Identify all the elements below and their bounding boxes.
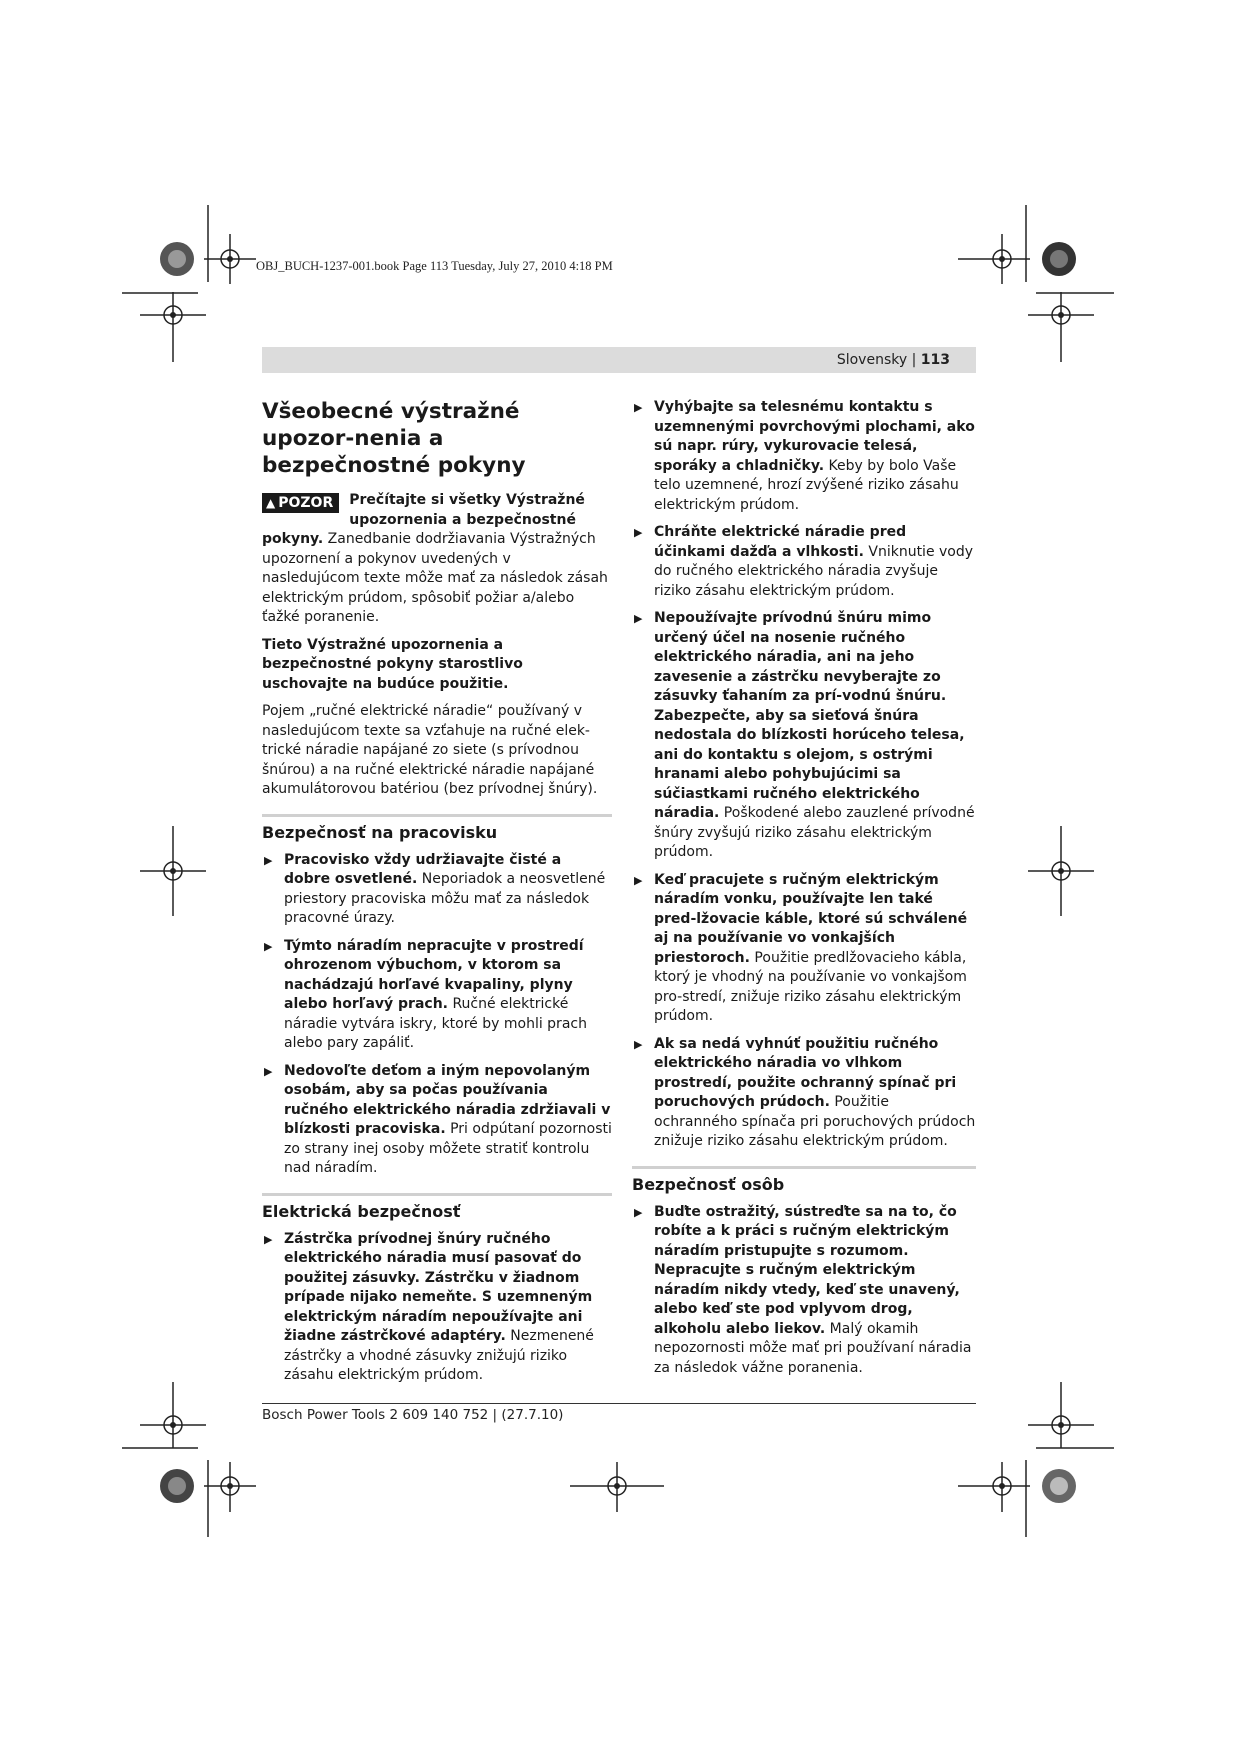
list-item xyxy=(262,937,612,1054)
list-item xyxy=(632,1035,976,1152)
list-item xyxy=(632,609,976,863)
warning-paragraph xyxy=(262,491,612,628)
list-item xyxy=(262,851,612,929)
bullet-arrow-icon: ▶ xyxy=(634,612,643,625)
warning-intro-bold: Prečítajte si všetky Výstražné upozornenia a bezpečnostné pokyny. xyxy=(262,492,585,547)
item-bold: Pracovisko vždy udržiavajte čisté a dobre osvetlené. xyxy=(284,851,562,887)
list-item xyxy=(262,1230,612,1386)
header-text xyxy=(837,347,950,373)
page-title: Všeobecné výstražné upozor-nenia a bezpečnostné pokyny xyxy=(262,399,526,478)
list-item xyxy=(262,1062,612,1179)
item-bold: Zástrčka prívodnej šnúry ručného elektrického náradia musí pasovať do použitej zásuvky. Zástrčku v žiadnom prípade nijako nemeňte. S uzemneným elektrickým náradím nepoužívajte ani žiadne zástrčkové adaptéry. xyxy=(284,1230,593,1344)
item-text: Keby by bolo Vaše telo uzemnené, hrozí zvýšené riziko zásahu elektrickým prúdom. xyxy=(654,457,959,513)
item-bold: Nepoužívajte prívodnú šnúru mimo určený účel na nosenie ručného elektrického náradia, ani na jeho zavesenie a zástrčku nevyberajte zo zásuvky ťahaním za prí-vodnú šnúru. Zabezpečte, aby sa sieťová šnúra nedostala do blízkosti horúceho telesa, ani do kontaktu s olejom, s ostrými hranami alebo pohybujúcimi sa súčiastkami ručného elektrického náradia. xyxy=(654,610,965,821)
warning-intro-text: Zanedbanie dodržiavania Výstražných upozornení a pokynov uvedených v nasledujúcom texte môže mať za následok zásah elektrickým prúdom, spôsobiť požiar a/alebo ťažké poranenie. xyxy=(262,531,608,625)
list-item xyxy=(632,523,976,601)
item-text: Pri odpútaní pozornosti zo strany inej osoby môžete stratiť kontrolu nad náradím. xyxy=(284,1121,612,1176)
bullet-arrow-icon: ▶ xyxy=(634,1205,643,1219)
item-bold: Ak sa nedá vyhnúť použitiu ručného elektrického náradia vo vlhkom prostredí, použite ochranný spínač pri poruchových prúdoch. xyxy=(654,1035,957,1110)
section-heading-personal: Bezpečnosť osôb xyxy=(632,1166,976,1195)
item-text: Ručné elektrické náradie vytvára iskry, ktoré by mohli prach alebo pary zapáliť. xyxy=(284,996,587,1051)
item-text: Vniknutie vody do ručného elektrického náradia zvyšuje riziko zásahu elektrickým prúdom. xyxy=(654,543,974,599)
section-heading-workplace: Bezpečnosť na pracovisku xyxy=(262,814,612,843)
warning-badge-label: POZOR xyxy=(278,495,334,511)
item-bold: Týmto náradím nepracujte v prostredí ohrozenom výbuchom, v ktorom sa nachádzajú horľavé kvapaliny, plyny alebo horľavý prach. xyxy=(284,937,584,1012)
page-header xyxy=(262,347,976,373)
print-slug: OBJ_BUCH-1237-001.book Page 113 Tuesday, July 27, 2010 4:18 PM xyxy=(256,259,613,273)
item-text: Nezmenené zástrčky a vhodné zásuvky znižujú riziko zásahu elektrickým prúdom. xyxy=(284,1328,594,1383)
bullet-arrow-icon: ▶ xyxy=(634,526,643,539)
item-text: Malý okamih nepozornosti môže mať pri používaní náradia za následok vážne poranenia. xyxy=(654,1320,972,1376)
item-text: Neporiadok a neosvetlené priestory pracoviska môžu mať za následok pracovné úrazy. xyxy=(284,871,606,926)
item-text: Poškodené alebo zauzlené prívodné šnúry zvyšujú riziko zásahu elektrickým prúdom. xyxy=(654,805,975,860)
page-number: 113 xyxy=(920,352,950,368)
bullet-arrow-icon: ▶ xyxy=(634,1037,643,1051)
left-column xyxy=(262,398,612,1394)
warning-triangle-icon: ▲ xyxy=(266,496,276,510)
definition-paragraph: Pojem „ručné elektrické náradie“ používaný v nasledujúcom texte sa vzťahuje na ručné elek-trické náradie napájané zo siete (s prívodnou šnúrou) a na ručné elektrické náradie napájané akumulátorovou batériou (bez prívodnej šnúry). xyxy=(262,703,598,797)
bullet-arrow-icon: ▶ xyxy=(264,1064,273,1078)
item-bold: Keď pracujete s ručným elektrickým náradím vonku, používajte len také pred-lžovacie káble, ktoré sú schválené aj na používanie vo vonkajších priestoroch. xyxy=(654,871,968,966)
item-bold: Vyhýbajte sa telesnému kontaktu s uzemnenými povrchovými plochami, ako sú napr. rúry, vykurovacie telesá, sporáky a chladničky. xyxy=(654,399,975,474)
section-heading-electrical: Elektrická bezpečnosť xyxy=(262,1193,612,1222)
list-item xyxy=(632,871,976,1027)
bullet-arrow-icon: ▶ xyxy=(264,939,273,953)
bullet-arrow-icon: ▶ xyxy=(634,401,643,414)
bullet-arrow-icon: ▶ xyxy=(264,853,273,867)
page-footer: Bosch Power Tools 2 609 140 752 | (27.7.10) xyxy=(262,1407,564,1423)
item-text: Použitie predlžovacieho kábla, ktorý je vhodný na používanie vo vonkajšom pro-stredí, znižuje riziko zásahu elektrickým prúdom. xyxy=(654,949,967,1024)
bullet-arrow-icon: ▶ xyxy=(634,873,643,887)
crosshair-top-right xyxy=(958,234,1030,284)
item-bold: Buďte ostražitý, sústreďte sa na to, čo robíte a k práci s ručným elektrickým náradím pristupujte s rozumom. Nepracujte s ručným elektrickým náradím nikdy vtedy, keď ste unavený, alebo keď ste pod vplyvom drog, alkoholu alebo liekov. xyxy=(654,1203,960,1337)
warning-badge xyxy=(262,493,339,513)
item-bold: Nedovoľte deťom a iným nepovolaným osobám, aby sa počas používania ručného elektrického náradia zdržiavali v blízkosti pracoviska. xyxy=(284,1062,611,1137)
item-text: Použitie ochranného spínača pri poruchových prúdoch znižuje riziko zásahu elektrickým prúdom. xyxy=(654,1094,976,1149)
bullet-arrow-icon: ▶ xyxy=(264,1232,273,1246)
header-separator: | xyxy=(911,352,917,368)
footer-rule xyxy=(262,1403,976,1404)
header-language: Slovensky xyxy=(836,352,908,368)
list-item xyxy=(632,1203,976,1379)
list-item xyxy=(632,398,976,515)
keep-notice: Tieto Výstražné upozornenia a bezpečnostné pokyny starostlivo uschovajte na budúce použitie. xyxy=(262,636,523,692)
right-column xyxy=(632,398,976,1386)
item-bold: Chráňte elektrické náradie pred účinkami dažďa a vlhkosti. xyxy=(654,524,907,560)
